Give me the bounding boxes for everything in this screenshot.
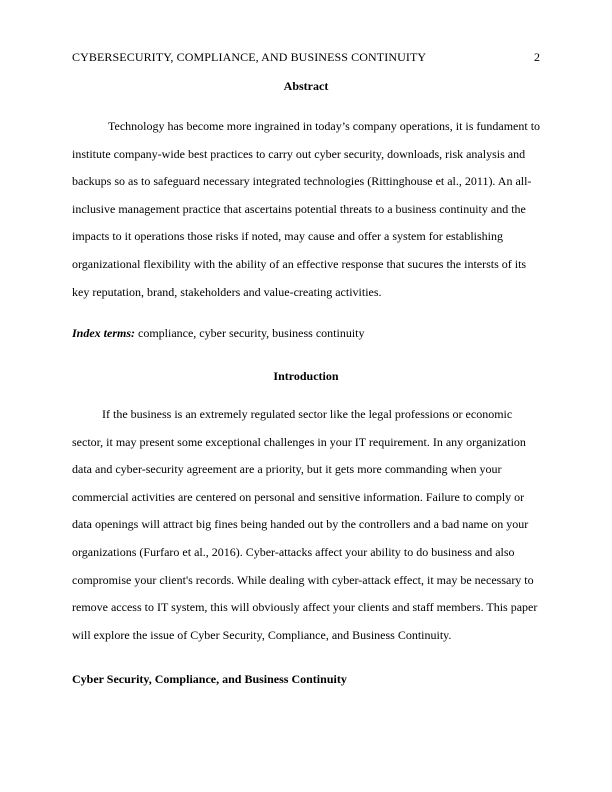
index-terms-value: compliance, cyber security, business continuity — [135, 326, 365, 340]
introduction-paragraph: If the business is an extremely regulated sector like the legal professions or economic sector, it may present some exceptional challenges in your IT requirement. In any organization data and cyber-security agreement are a priority, but it gets more commanding when your commercial activities are centered on personal and sensitive information. Failure to comply or data openings will attract big fines being handed out by the controllers and a bad name on your organizations (Furfaro et al., 2016). Cyber-attacks affect your ability to do business and also compromise your client's records. While dealing with cyber-attack effect, it may be necessary to remove access to IT system, this will obviously affect your clients and staff members. This paper will explore the issue of Cyber Security, Compliance, and Business Continuity. — [72, 407, 538, 642]
introduction-heading: Introduction — [273, 369, 339, 383]
index-terms — [72, 326, 540, 340]
index-terms-label: Index terms: — [72, 326, 135, 340]
abstract-paragraph: Technology has become more ingrained in today’s company operations, it is fundament to institute company-wide best practices to carry out cyber security, downloads, risk analysis and backups so as to safeguard necessary integrated technologies (Rittinghouse et al., 2011). An all-inclusive management practice that ascertains potential threats to a business continuity and the impacts to it operations those risks if noted, may cause and offer a system for establishing organizational flexibility with the ability of an effective response that sucures the intersts of its key reputation, brand, stakeholders and value-creating activities. — [72, 119, 541, 299]
page-number: 2 — [534, 50, 540, 64]
running-head: CYBERSECURITY, COMPLIANCE, AND BUSINESS CONTINUITY — [72, 50, 427, 64]
section-heading: Cyber Security, Compliance, and Business Continuity — [72, 672, 347, 686]
abstract-heading: Abstract — [283, 79, 329, 93]
